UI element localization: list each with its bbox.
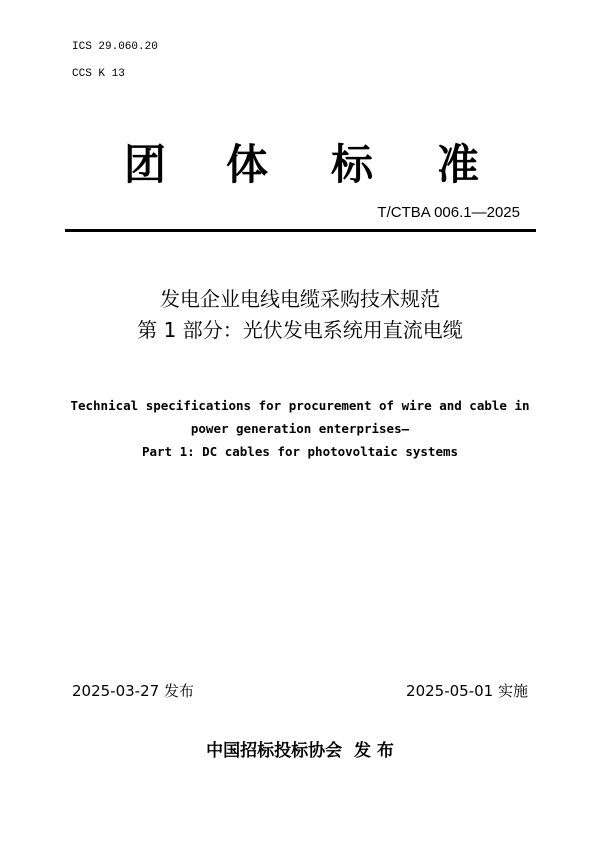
category-char: 团 [123,140,166,189]
ccs-code: CCS K 13 [72,68,125,80]
header-rule [65,229,536,232]
title-cn-line: 第 1 部分：光伏发电系统用直流电缆 [137,318,463,342]
title-cn-line: 发电企业电线电缆采购技术规范 [160,287,440,311]
publish-date: 2025-03-27 发布 [72,682,194,700]
title-en-line: power generation enterprises— [190,421,410,436]
publisher: 中国招标投标协会 发 布 [206,741,394,761]
title-en-line: Part 1: DC cables for photovoltaic systems [141,444,459,459]
ics-code: ICS 29.060.20 [72,41,158,53]
category-char: 体 [225,140,268,189]
category-char: 准 [436,140,479,189]
title-en-line: Technical specifications for procurement of wire and cable in [70,398,530,413]
category-char: 标 [330,140,373,189]
standard-number: T/CTBA 006.1—2025 [377,204,520,221]
implement-date: 2025-05-01 实施 [406,682,528,700]
